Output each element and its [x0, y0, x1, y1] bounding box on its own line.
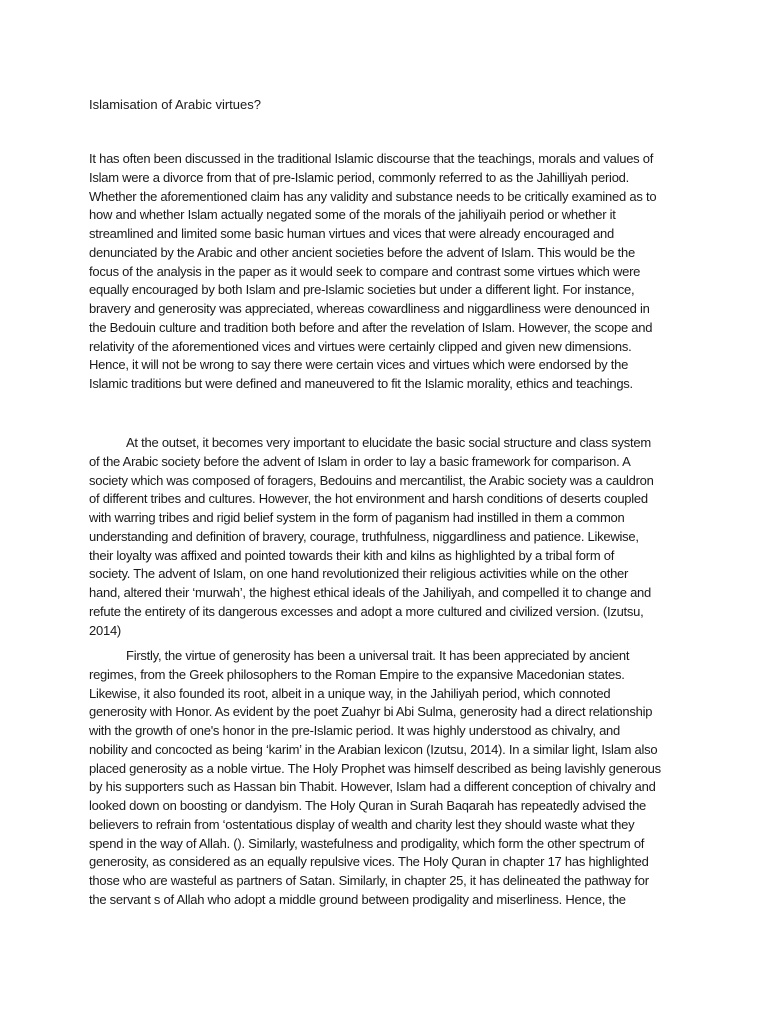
- text-line: bravery and generosity was appreciated, whereas cowardliness and niggardliness were denounced in: [89, 301, 650, 316]
- text-line: with warring tribes and rigid belief system in the form of paganism had instilled in them a common: [89, 510, 625, 525]
- text-line: those who are wasteful as partners of Satan. Similarly, in chapter 25, it has delineated the pathway for: [89, 873, 649, 888]
- text-line: the Bedouin culture and tradition both before and after the revelation of Islam. However, the scope and: [89, 319, 653, 335]
- text-line: spend in the way of Allah. (). Similarly, wastefulness and prodigality, which form the other spectrum of: [89, 835, 645, 851]
- text-line: society which was composed of foragers, Bedouins and mercantilist, the Arabic society was a cauldron: [89, 472, 654, 488]
- text-line: of different tribes and cultures. However, the hot environment and harsh conditions of deserts coupled: [89, 491, 648, 507]
- text-line: 2014): [89, 622, 121, 638]
- text-line: by his supporters such as Hassan bin Thabit. However, Islam had a different conception of chivalry and: [89, 779, 656, 795]
- text-line: placed generosity as a noble virtue. The Holy Prophet was himself described as being lavishly generous: [89, 760, 661, 776]
- text-line: believers to refrain from ‘ostentatious display of wealth and charity lest they should waste what they: [89, 816, 635, 832]
- text-line: streamlined and limited some basic human virtues and vices that were already encouraged and: [89, 226, 614, 241]
- text-line: equally encouraged by both Islam and pre-Islamic societies but under a different light. For instance,: [89, 282, 635, 298]
- document-title: Islamisation of Arabic virtues?: [89, 97, 261, 112]
- text-line: Firstly, the virtue of generosity has been a universal trait. It has been appreciated by ancient: [126, 648, 630, 663]
- text-line: the servant s of Allah who adopt a middle ground between prodigality and miserliness. Hence, the: [89, 891, 626, 907]
- text-line: with the growth of one's honor in the pre-Islamic period. It was highly understood as chivalry, and: [89, 723, 621, 738]
- text-line: understanding and definition of bravery, courage, truthfulness, niggardliness and patience. Likewise,: [89, 528, 639, 544]
- text-line: relativity of the aforementioned vices and virtues were certainly clipped and given new dimensions.: [89, 338, 632, 354]
- text-line: Islamic traditions but were defined and maneuvered to fit the Islamic morality, ethics and teachings.: [89, 376, 633, 391]
- text-line: At the outset, it becomes very important to elucidate the basic social structure and class system: [126, 435, 651, 450]
- text-line: hand, altered their ‘murwah’, the highest ethical ideals of the Jahiliyah, and compelled it to change and: [89, 585, 652, 600]
- text-line: their loyalty was affixed and pointed towards their kith and kilns as highlighted by a tribal form of: [89, 547, 615, 563]
- text-line: regimes, from the Greek philosophers to the Roman Empire to the expansive Macedonian states.: [89, 666, 625, 682]
- text-line: generosity, as considered as an equally repulsive vices. The Holy Quran in chapter 17 has highlighted: [89, 854, 649, 870]
- text-line: focus of the analysis in the paper as it would seek to compare and contrast some virtues which were: [89, 263, 641, 279]
- text-line: Likewise, it also founded its root, albeit in a unique way, in the Jahiliyah period, which connoted: [89, 685, 611, 701]
- text-line: Hence, it will not be wrong to say there were certain vices and virtues which were endorsed by the: [89, 357, 629, 373]
- text-line: Whether the aforementioned claim has any validity and substance needs to be critically examined as to: [89, 188, 657, 204]
- text-line: society. The advent of Islam, on one hand revolutionized their religious activities while on the other: [89, 566, 629, 582]
- paragraph-social-structure: [89, 434, 729, 640]
- paragraph-generosity: [89, 647, 729, 910]
- text-line: refute the entirety of its dangerous excesses and adopt a more cultured and civilized version. (Izutsu,: [89, 603, 644, 619]
- text-line: how and whether Islam actually negated some of the morals of the jahiliyaih period or whether it: [89, 207, 616, 223]
- text-line: nobility and concocted as being ‘karim’ in the Arabian lexicon (Izutsu, 2014). In a similar light, Islam also: [89, 741, 658, 757]
- text-line: It has often been discussed in the traditional Islamic discourse that the teachings, morals and values of: [89, 151, 654, 166]
- text-line: generosity with Honor. As evident by the poet Zuahyr bi Abi Sulma, generosity had a direct relationship: [89, 704, 653, 720]
- text-line: looked down on boosting or dandyism. The Holy Quran in Surah Baqarah has repeatedly advised the: [89, 798, 647, 813]
- text-line: denunciated by the Arabic and other ancient societies before the advent of Islam. This would be the: [89, 244, 635, 260]
- text-line: of the Arabic society before the advent of Islam in order to lay a basic framework for comparison. A: [89, 453, 631, 469]
- text-line: Islam were a divorce from that of pre-Islamic period, commonly referred to as the Jahilliyah period.: [89, 169, 630, 185]
- paragraph-introduction: [89, 150, 729, 394]
